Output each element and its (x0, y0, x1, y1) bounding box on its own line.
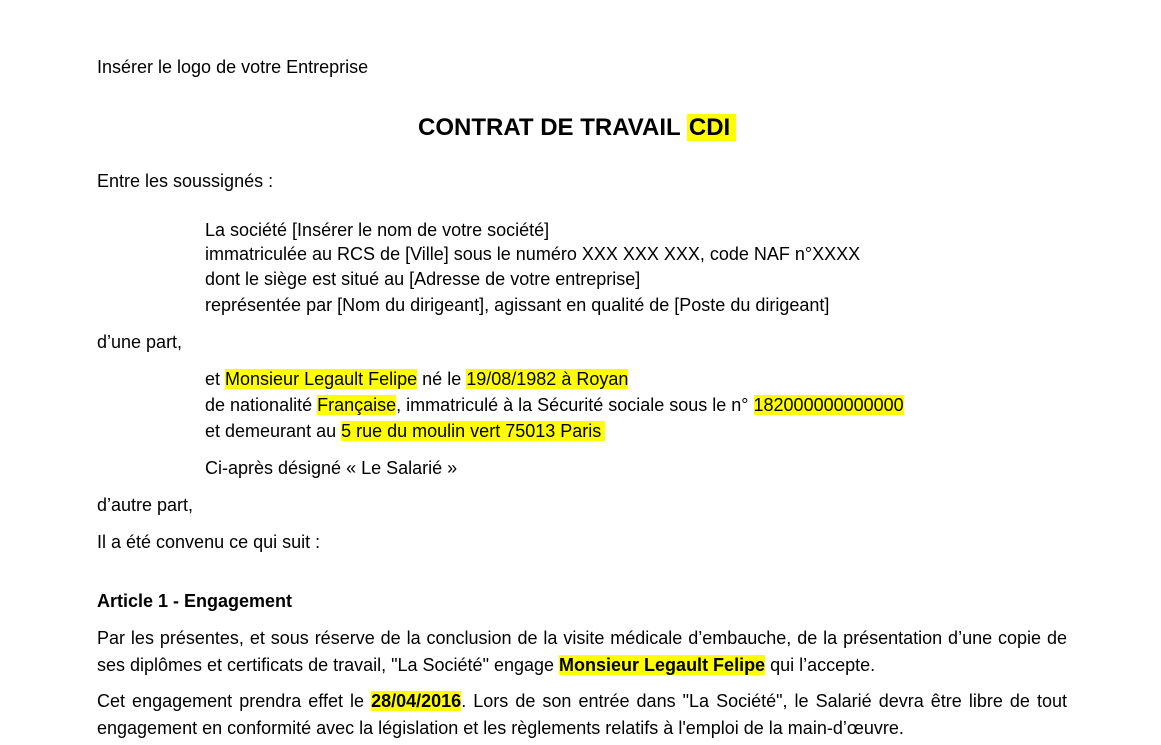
employee-born-label: né le (422, 369, 462, 389)
article-1-start-date: 28/04/2016 (371, 691, 462, 711)
employee-line-3 (205, 418, 605, 444)
address-label: et demeurant au (205, 421, 337, 441)
company-line-1: La société [Insérer le nom de votre société] (205, 220, 550, 240)
document-title (418, 112, 736, 144)
social-security-label: , immatriculé à la Sécurité sociale sous le n° (396, 395, 749, 415)
company-line-2: immatriculée au RCS de [Ville] sous le numéro XXX XXX XXX, code NAF n°XXXX (205, 244, 861, 264)
title-main: CONTRAT DE TRAVAIL (418, 114, 681, 141)
company-line-3: dont le siège est situé au [Adresse de votre entreprise] (205, 269, 641, 289)
article-1-p1-end: qui l’accepte. (770, 655, 876, 675)
employee-et: et (205, 369, 221, 389)
nationality-label: de nationalité (205, 395, 313, 415)
other-part-label: d’autre part, (97, 495, 194, 515)
agreed-label: Il a été convenu ce qui suit : (97, 532, 321, 552)
between-label: Entre les soussignés : (97, 171, 274, 191)
title-contract-type: CDI (687, 114, 736, 141)
article-1-paragraph-1 (97, 625, 1067, 679)
logo-placeholder: Insérer le logo de votre Entreprise (97, 57, 369, 77)
article-1-employee-name: Monsieur Legault Felipe (559, 655, 766, 675)
article-1-p1-text: Par les présentes, et sous réserve de la conclusion de la visite médicale d’embauche, de la présentation d’une copie de ses diplômes et certificats de travail, "La Société" engage (97, 628, 1067, 675)
employee-line-2 (205, 392, 904, 418)
article-1-p2-end: . Lors de son entrée dans "La Société", le Salarié devra être libre de tout engagement en conformité avec la législation et les règlements relatifs à l'emploi de la main-d’œuvre. (97, 691, 1067, 738)
employee-ss-number: 182000000000000 (753, 395, 904, 415)
article-1-paragraph-2 (97, 688, 1067, 742)
employee-designation: Ci-après désigné « Le Salarié » (205, 458, 458, 478)
article-1-heading: Article 1 - Engagement (97, 591, 293, 611)
employee-birth: 19/08/1982 à Royan (466, 369, 629, 389)
employee-name: Monsieur Legault Felipe (225, 369, 418, 389)
employee-line-1 (205, 366, 628, 392)
employee-nationality: Française (317, 395, 397, 415)
article-1-p2-text: Cet engagement prendra effet le (97, 691, 365, 711)
one-part-label: d’une part, (97, 332, 183, 352)
company-line-4: représentée par [Nom du dirigeant], agissant en qualité de [Poste du dirigeant] (205, 295, 830, 315)
employee-address: 5 rue du moulin vert 75013 Paris (341, 421, 605, 441)
